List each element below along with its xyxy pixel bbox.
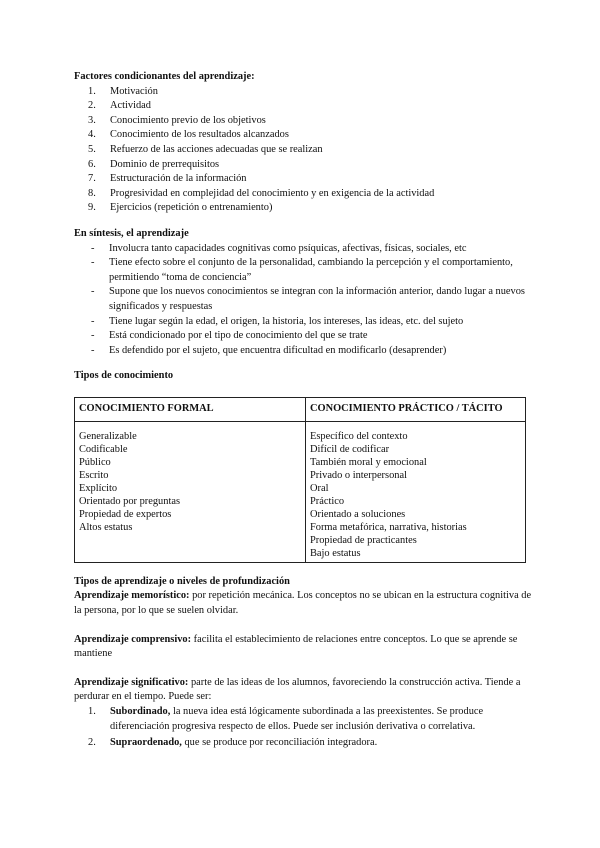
- factores-list: [74, 85, 534, 216]
- list-item: [74, 114, 534, 129]
- term-text: parte de las ideas de los alumnos, favoreciendo la construcción activa. Tiende a perdurar en el tiempo. Puede ser:: [74, 676, 521, 703]
- term-label: Aprendizaje significativo:: [74, 676, 189, 688]
- list-item: - Está condicionado por el tipo de conocimiento del que se trate: [74, 329, 534, 344]
- item-text: Refuerzo de las acciones adecuadas que se realizan: [110, 143, 323, 155]
- item-text: Conocimiento previo de los objetivos: [110, 114, 266, 126]
- item-number: 9.: [88, 202, 96, 214]
- item-text: Conocimiento de los resultados alcanzados: [110, 129, 289, 141]
- table-item: Propiedad de practicantes: [310, 534, 417, 546]
- comprensivo-paragraph: [74, 633, 534, 662]
- significativo-paragraph: [74, 676, 534, 705]
- sintesis-list: [74, 242, 534, 359]
- table-item: Escrito: [79, 469, 109, 481]
- table-item: Orientado por preguntas: [79, 495, 180, 507]
- term-text: que se produce por reconciliación integradora.: [181, 737, 378, 749]
- list-item: [74, 128, 534, 143]
- list-item: [74, 158, 534, 173]
- list-item: [74, 99, 534, 114]
- list-item: [74, 85, 534, 100]
- term-text: la nueva idea está lógicamente subordinada a las preexistentes. Se produce diferenciación progresiva respecto de ellos. Puede ser inclusión derivativa o correlativa.: [110, 706, 484, 732]
- item-text: Estructuración de la información: [110, 173, 247, 185]
- item-number: 7.: [88, 173, 96, 185]
- item-text: Dominio de prerrequisitos: [110, 158, 220, 170]
- list-item: [74, 705, 534, 734]
- item-number: 3.: [88, 114, 96, 126]
- table-item: Explícito: [79, 482, 118, 494]
- table-item: Privado o interpersonal: [310, 469, 407, 481]
- item-text: Actividad: [110, 100, 151, 112]
- item-number: 4.: [88, 129, 96, 141]
- item-text: Progresividad en complejidad del conocimiento y en exigencia de la actividad: [110, 187, 435, 199]
- term-label: Subordinado,: [110, 706, 171, 718]
- item-number: 6.: [88, 158, 96, 170]
- list-item: [74, 143, 534, 158]
- table-item: Específico del contexto: [310, 430, 408, 442]
- table-item: Público: [79, 456, 111, 468]
- item-number: 2.: [88, 737, 96, 749]
- list-item: - Tiene lugar según la edad, el origen, la historia, los intereses, las ideas, etc. del sujeto: [74, 315, 534, 330]
- list-item: [74, 736, 534, 751]
- item-text: Motivación: [110, 85, 158, 97]
- item-number: 5.: [88, 143, 96, 155]
- table-item: Codificable: [79, 443, 128, 455]
- formal-cell: [75, 421, 306, 562]
- table-item: Forma metafórica, narrativa, historias: [310, 521, 467, 533]
- list-item: - Tiene efecto sobre el conjunto de la personalidad, cambiando la percepción y el comportamiento, permitiendo “toma de conciencia”: [74, 256, 534, 285]
- knowledge-table: [74, 397, 526, 563]
- list-item: [74, 187, 534, 202]
- document-page: [74, 70, 534, 753]
- table-item: Práctico: [310, 495, 345, 507]
- header-practico: CONOCIMIENTO PRÁCTICO / TÁCITO: [306, 397, 526, 421]
- header-formal: CONOCIMIENTO FORMAL: [75, 397, 306, 421]
- table-item: Altos estatus: [79, 521, 133, 533]
- term-label: Aprendizaje comprensivo:: [74, 633, 192, 645]
- term-label: Aprendizaje memorístico:: [74, 590, 190, 602]
- list-item: [74, 172, 534, 187]
- table-item: Generalizable: [79, 430, 137, 442]
- item-number: 1.: [88, 706, 96, 718]
- table-item: Propiedad de expertos: [79, 508, 172, 520]
- item-number: 2.: [88, 100, 96, 112]
- list-item: [74, 201, 534, 216]
- table-item: Difícil de codificar: [310, 443, 390, 455]
- sintesis-heading: En síntesis, el aprendizaje: [74, 227, 189, 239]
- table-item: Orientado a soluciones: [310, 508, 406, 520]
- term-text: facilita el establecimiento de relaciones entre conceptos. Lo que se aprende se mantiene: [74, 633, 518, 660]
- aprendizaje-heading: Tipos de aprendizaje o niveles de profundización: [74, 575, 290, 587]
- practico-cell: [306, 421, 526, 562]
- term-label: Supraordenado,: [110, 737, 182, 749]
- list-item: - Es defendido por el sujeto, que encuentra dificultad en modificarlo (desaprender): [74, 344, 534, 359]
- item-text: Ejercicios (repetición o entrenamiento): [110, 202, 273, 214]
- table-item: Bajo estatus: [310, 547, 361, 559]
- list-item: - Involucra tanto capacidades cognitivas como psíquicas, afectivas, físicas, sociales, etc: [74, 242, 534, 257]
- tipos-heading: Tipos de conocimiento: [74, 370, 174, 382]
- table-item: Oral: [310, 482, 329, 494]
- item-number: 8.: [88, 187, 96, 199]
- item-number: 1.: [88, 85, 96, 97]
- subtipos-list: [74, 705, 534, 751]
- term-text: por repetición mecánica. Los conceptos no se ubican en la estructura cognitiva de la persona, por lo que se suelen olvidar.: [74, 590, 532, 617]
- memoristico-paragraph: [74, 589, 534, 618]
- list-item: - Supone que los nuevos conocimientos se integran con la información anterior, dando lugar a nuevos significados y respuestas: [74, 285, 534, 314]
- factores-heading: Factores condicionantes del aprendizaje:: [74, 71, 255, 82]
- table-item: También moral y emocional: [310, 456, 427, 468]
